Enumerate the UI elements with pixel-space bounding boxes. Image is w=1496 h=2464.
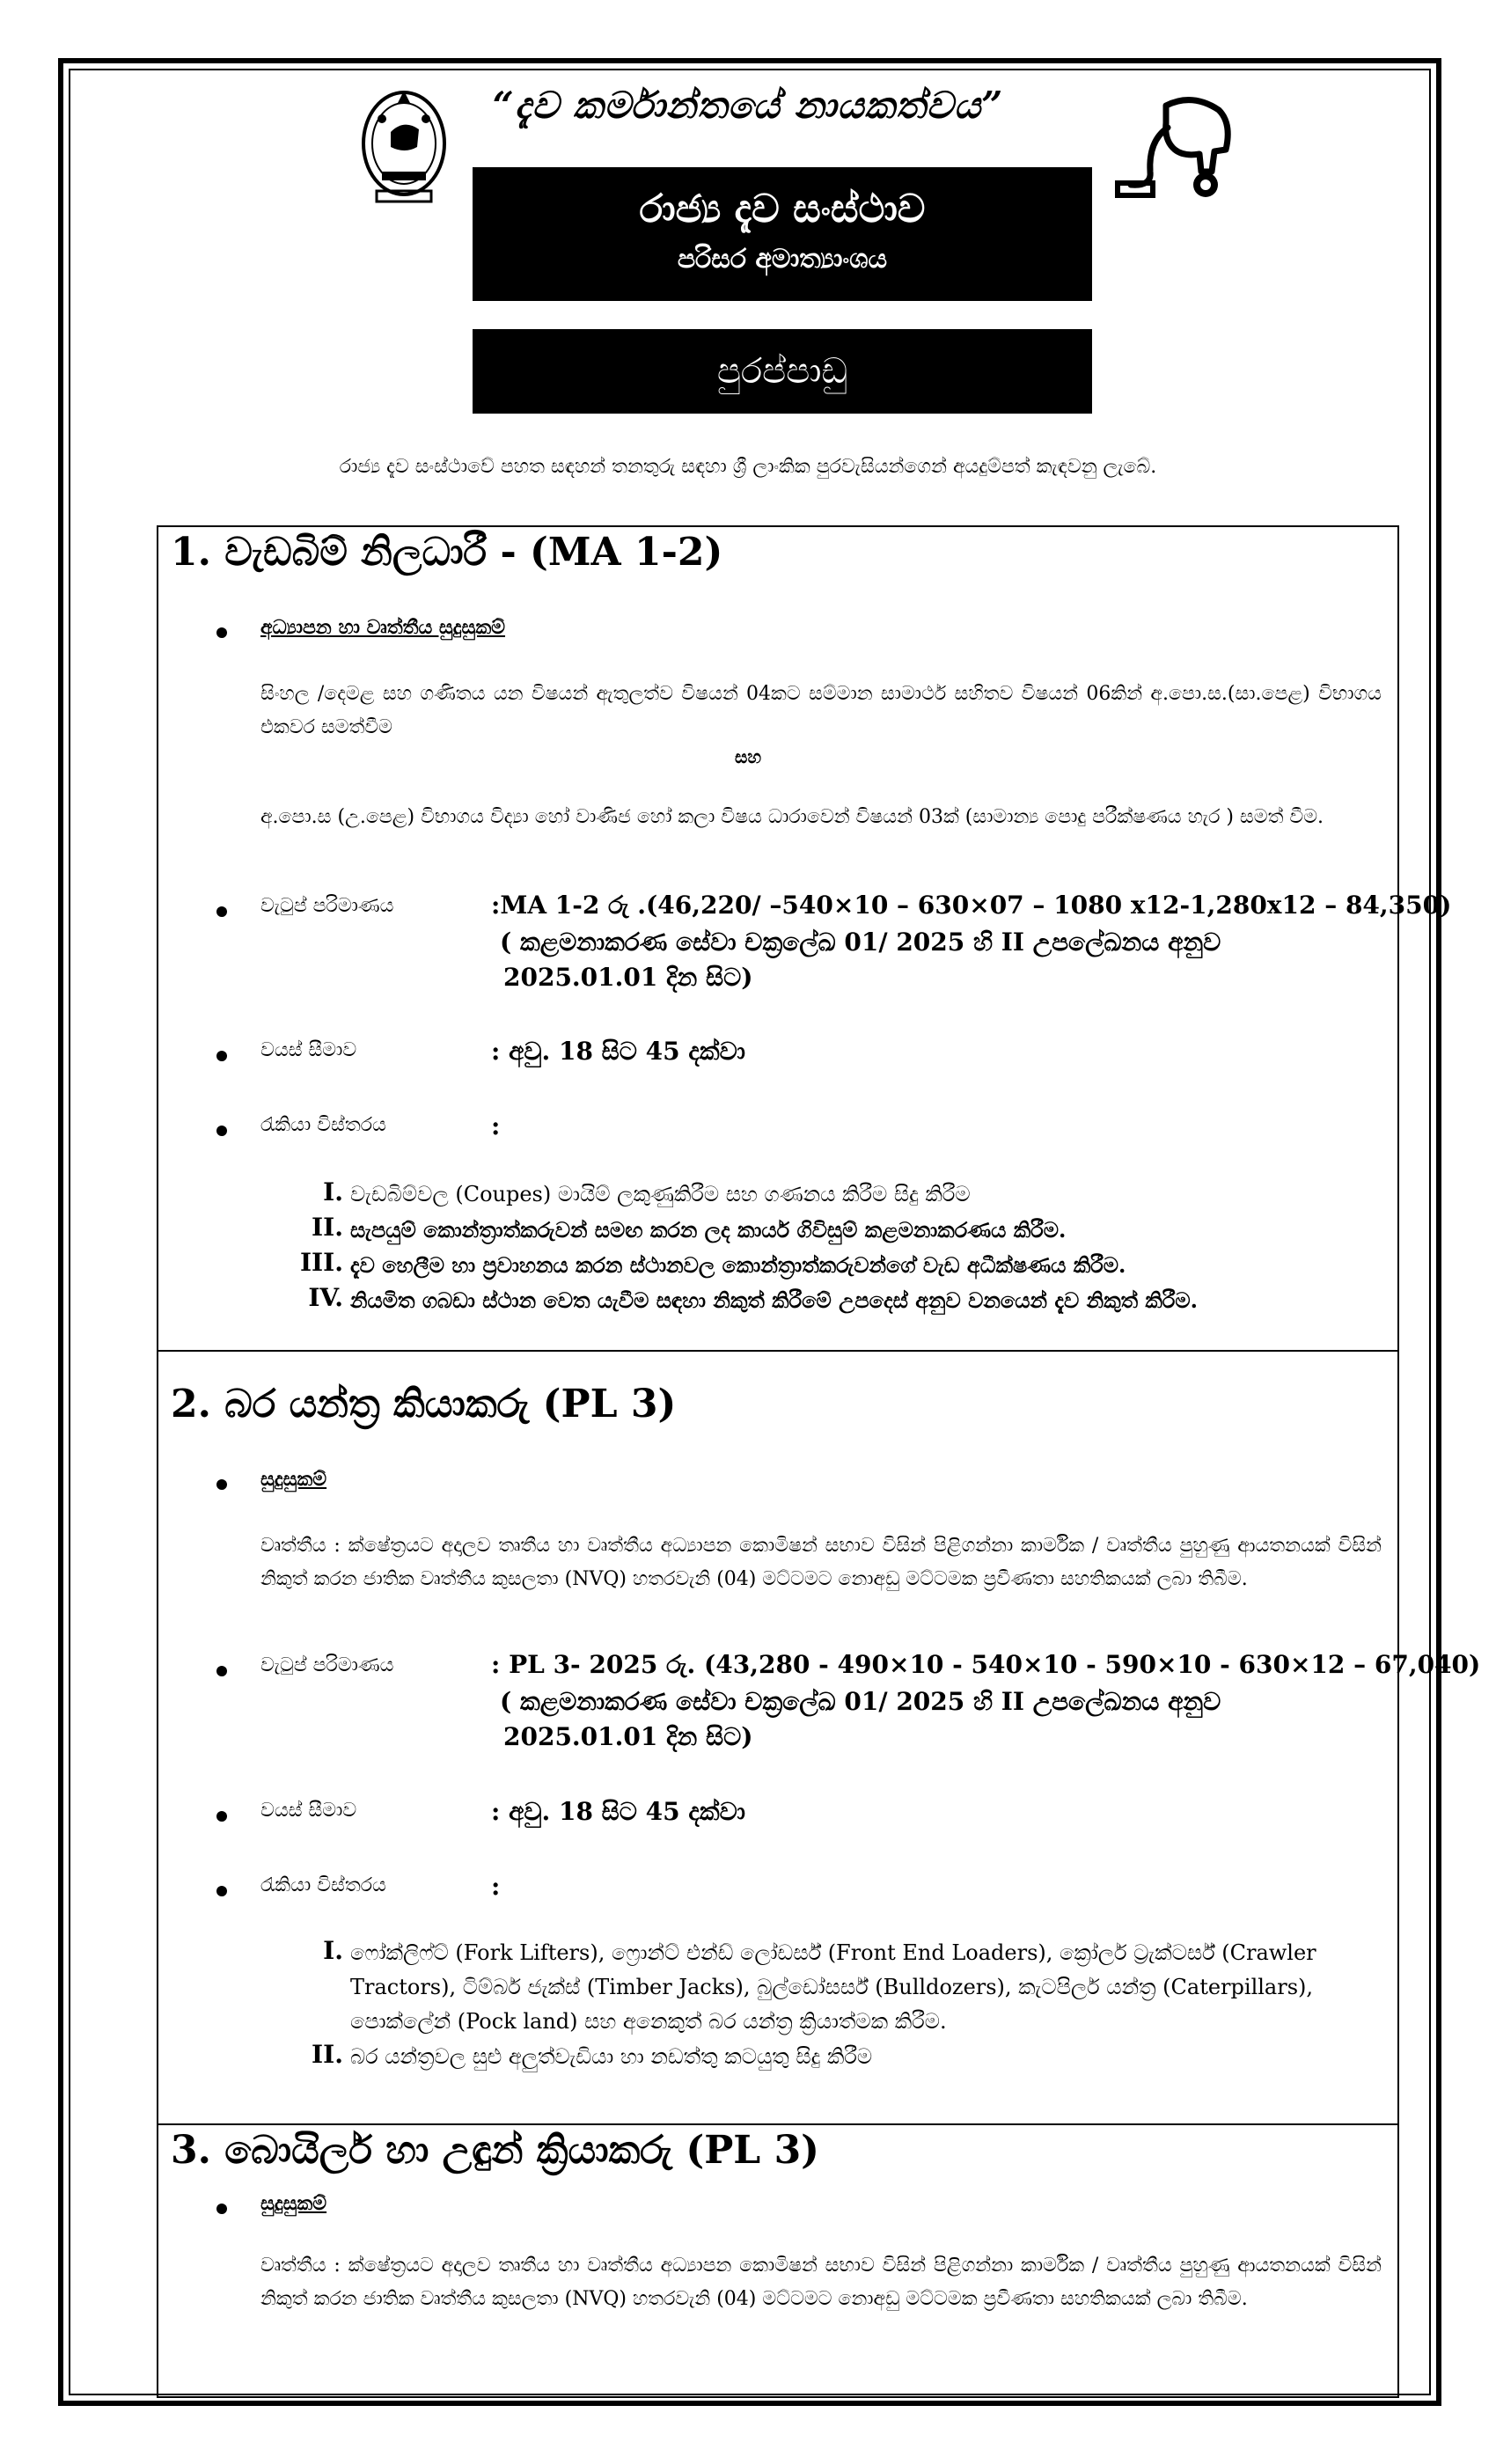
section3-qual-label: සුදුසුකම් [260, 2192, 327, 2215]
duty-item: සැපයුම් කොන්ත්‍රාත්කරුවන් සමඟ කරන ලද කාර්ය ගිවිසුම් කළමනාකරණය කිරීම. [350, 1217, 1067, 1243]
bullet [216, 1811, 227, 1822]
bullet [216, 1666, 227, 1676]
section2-salary-label: වැටුප් පරිමාණය [260, 1654, 394, 1676]
duty-number: II. [312, 1213, 343, 1242]
duty-number: I. [323, 1936, 343, 1965]
bullet [216, 627, 227, 638]
duty-item: බර යන්ත්‍රවල සුළු අලුත්වැඩියා හා නඩත්තු කටයුතු සිදු කිරීම [350, 2044, 873, 2069]
duty-item: වැඩබිම්වල (Coupes) මායිම් ලකුණුකිරීම සහ ගණනය කිරීම සිදු කිරීම [350, 1182, 971, 1206]
section1-salary-line2: ( කළමනාකරණ සේවා චක්‍රලේඛ 01/ 2025 හි II උපලේඛනය අනුව [500, 928, 1221, 957]
section2-title: 2. බර යන්ත්‍ර කියාකරු (PL 3) [171, 1382, 677, 1426]
section3-qual-text: වෘත්තීය : ක්ෂේත්‍රයට අදාලව තෘතීය හා වෘත්තීය අධ්‍යාපන කොමිෂන් සභාව විසින් පිළිගන්නා කාර්මික / වෘත්තීය පුහුණු ආයතනයක් විසින් නිකුත් කරන ජාතික වෘත්තීය කුසලතා (NVQ) හතරවැනි (04) මට්ටමට නොඅඩු මට්ටමක ප්‍රවීණතා සහතිකයක් ලබා තිබීම. [260, 2255, 1382, 2310]
section1-qual-text1: සිංහල /දෙමළ සහ ගණිතය යන විෂයන් ඇතුලත්ව විෂයන් 04කට සම්මාන සාමාර්ථ සහිතව විෂයන් 06කින් අ.පො.ස.(සා.පෙළ) විභාගය එකවර සමත්වීම [260, 683, 1382, 738]
duty-number: II. [312, 2040, 343, 2069]
section1-duty-colon: : [491, 1111, 501, 1140]
section1-salary-line3: 2025.01.01 දින සිට) [503, 963, 753, 992]
notice-title: පුරප්පාඩු [473, 329, 1092, 414]
section1-age-label: වයස් සීමාව [260, 1039, 357, 1061]
section1-salary-label: වැටුප් පරිමාණය [260, 895, 394, 917]
section2-salary-line3: 2025.01.01 දින සිට) [503, 1722, 753, 1751]
section2-age-label: වයස් සීමාව [260, 1800, 357, 1822]
ministry-name: පරිසර අමාත්‍යාංශය [677, 244, 888, 275]
section2-age-value: : අවු. 18 සිට 45 දක්වා [491, 1797, 745, 1826]
bullet [216, 1051, 227, 1061]
duty-number: III. [299, 1248, 343, 1277]
section2-qual-label: සුදුසුකම් [260, 1468, 327, 1491]
org-banner [473, 167, 1092, 301]
section2-duty-label: රැකියා විස්තරය [260, 1874, 386, 1896]
section-divider [157, 1350, 1399, 1352]
section1-and: සහ [734, 746, 762, 767]
section1-salary-line1: :MA 1-2 රු .(46,220/ –540×10 – 630×07 – 1080 x12-1,280x12 – 84,350) [491, 891, 1452, 920]
duty-number: IV. [308, 1283, 343, 1312]
duty-item: දැව හෙලීම හා ප්‍රවාහනය කරන ස්ථානවල කොන්ත්‍රාත්කරුවන්ගේ වැඩ අධීක්ෂණය කිරීම. [350, 1252, 1126, 1278]
section2-qual-text: වෘත්තීය : ක්ෂේත්‍රයට අදාලව තෘතීය හා වෘත්තීය අධ්‍යාපන කොමිෂන් සභාව විසින් පිළිගන්නා කාර්මික / වෘත්තීය පුහුණු ආයතනයක් විසින් නිකුත් කරන ජාතික වෘත්තීය කුසලතා (NVQ) හතරවැනි (04) මට්ටමට නොඅඩු මට්ටමක ප්‍රවීණතා සහතිකයක් ලබා තිබීම. [260, 1535, 1382, 1590]
section1-qual-label: අධ්‍යාපන හා වෘත්තීය සුදුසුකම් [260, 616, 506, 639]
section1-title: 1. වැඩබිම් නිලධාරී - (MA 1-2) [171, 530, 723, 575]
bullet [216, 906, 227, 917]
bullet [216, 1126, 227, 1136]
section1-age-value: : අවු. 18 සිට 45 දක්වා [491, 1037, 745, 1066]
section1-duty-label: රැකියා විස්තරය [260, 1114, 386, 1136]
intro-text: රාජ්‍ය දැව සංස්ථාවේ පහත සඳහන් තනතුරු සඳහා ශ්‍රී ලාංකික පුරවැසියන්ගෙන් අයදුම්පත් කැඳවනු ලැබේ. [339, 456, 1157, 478]
section3-title: 3. බොයිලර් හා උඳුන් ක්‍රියාකරු (PL 3) [171, 2128, 819, 2173]
bullet [216, 1886, 227, 1896]
slogan: “දැව කර්මාන්තයේ නායකත්වය” [492, 84, 1004, 127]
section-divider [157, 2123, 1399, 2125]
org-name: රාජ්‍ය දැව සංස්ථාව [639, 187, 926, 231]
section2-duty-colon: : [491, 1872, 501, 1901]
duty-item: නියමිත ගබඩා ස්ථාන වෙත යැවීම සඳහා නිකුත් කිරීමේ උපදෙස් අනුව වනයෙන් දැව නිකුත් කිරීම. [350, 1287, 1199, 1313]
duty-item: ෆෝක්ලිෆ්ට් (Fork Lifters), ෆ්‍රොන්ට් එන්ඩ් ලෝඩර්ස් (Front End Loaders), ක්‍රෝලර් ට්‍රැක්ටර්ස් (Crawler Tractors), ටිම්බර් ජැක්ස් (Timber Jacks), බුල්ඩෝසර්ස් (Bulldozers), කැටපිලර් යන්ත්‍ර (Caterpillars), පොක්ලේන් (Pock land) සහ අනෙකුත් බර යන්ත්‍ර ක්‍රියාත්මක කිරීම. [350, 1940, 1316, 2034]
section2-salary-line1: : PL 3- 2025 රු. (43,280 - 490×10 - 540×10 - 590×10 - 630×12 – 67,040) [491, 1650, 1481, 1679]
duty-number: I. [323, 1177, 343, 1206]
section1-qual-text2: අ.පො.ස (උ.පෙළ) විභාගය විද්‍යා හෝ වාණිජ හෝ කලා විෂය ධාරාවෙන් විෂයන් 03ක් (සාමාන්‍ය පොදු පරීක්ෂණය හැර ) සමත් වීම. [260, 806, 1324, 828]
section2-salary-line2: ( කළමනාකරණ සේවා චක්‍රලේඛ 01/ 2025 හි II උපලේඛනය අනුව [500, 1687, 1221, 1716]
bullet [216, 1479, 227, 1490]
bullet [216, 2204, 227, 2214]
